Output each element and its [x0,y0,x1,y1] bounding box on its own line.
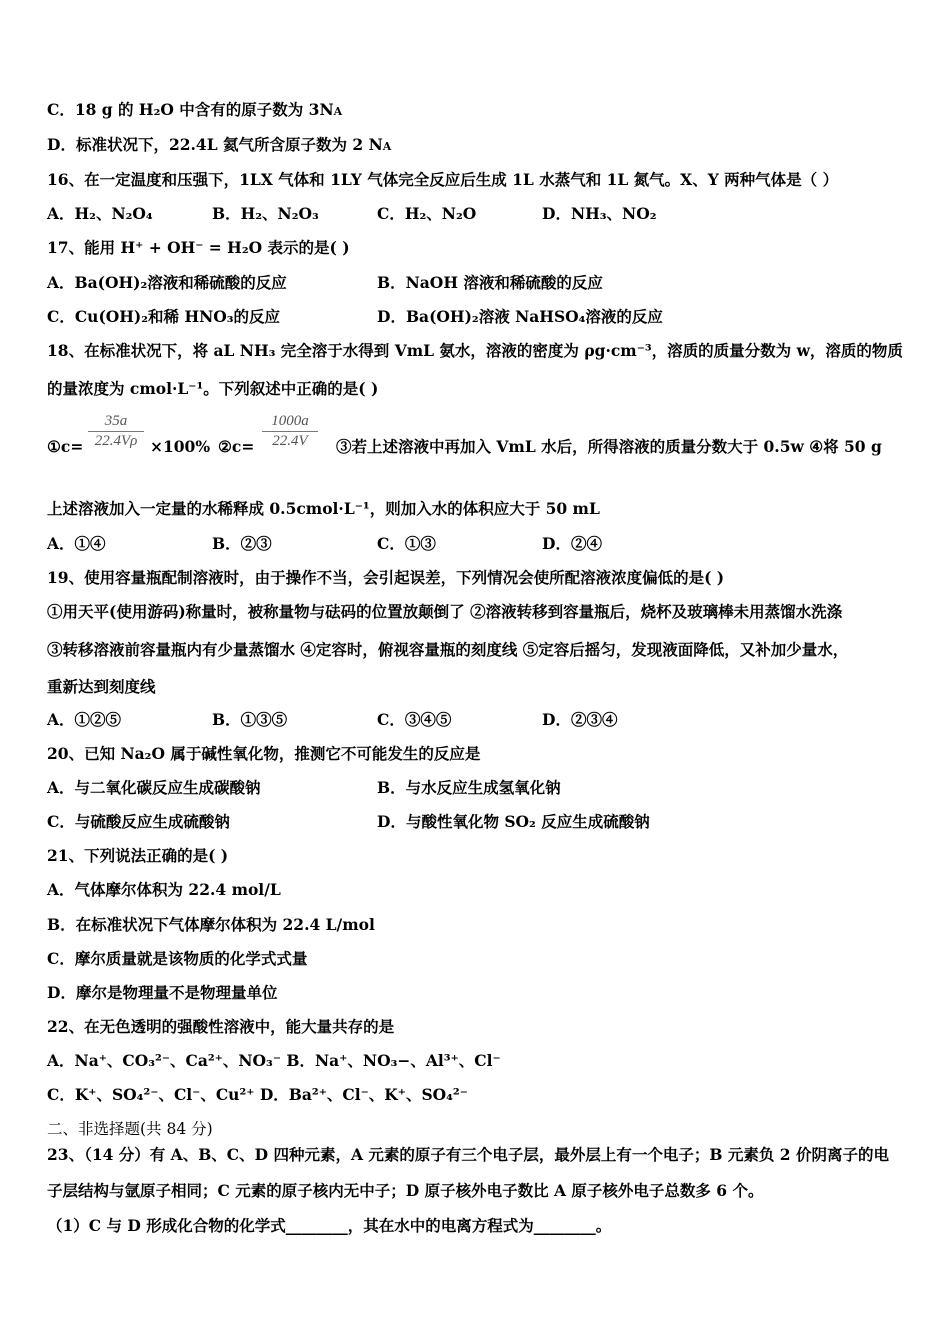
q20-option-b: B．与水反应生成氢氧化钠 [377,778,561,797]
q17-option-c: C．Cu(OH)₂和稀 HNO₃的反应 [47,307,281,326]
q23-line1: 23、（14 分）有 A、B、C、D 四种元素，A 元素的原子有三个电子层，最外层上有一个电子；B 元素负 2 价阴离子的电 [47,1145,889,1164]
q18-item2-prefix: ②c= [218,437,255,456]
q17-option-a: A．Ba(OH)₂溶液和稀硫酸的反应 [47,273,287,292]
q16-option-a: A．H₂、N₂O₄ [47,204,153,223]
q21-option-d: D．摩尔是物理量不是物理量单位 [47,983,278,1002]
q23-line3: （1）C 与 D 形成化合物的化学式________，其在水中的电离方程式为________。 [47,1216,612,1235]
q18-item3: ③若上述溶液中再加入 VmL 水后，所得溶液的质量分数大于 0.5w ④将 50 g [336,437,882,456]
q18-fraction-1-numerator: 35a [88,413,144,432]
q20-option-c: C．与硫酸反应生成硫酸钠 [47,812,230,831]
q16-option-c: C．H₂、N₂O [377,204,477,223]
q19-option-b: B．①③⑤ [212,710,288,729]
q19-option-c: C．③④⑤ [377,710,452,729]
q18-fraction-2 [262,413,318,450]
q18-option-d: D．②④ [542,534,602,553]
q18-item1-prefix: ①c= [47,437,84,456]
q18-stem-line1: 18、在标准状况下，将 aL NH₃ 完全溶于水得到 VmL 氨水，溶液的密度为 ρg·cm⁻³，溶质的质量分数为 w，溶质的物质 [47,341,903,360]
q16-option-d: D．NH₃、NO₂ [542,204,657,223]
q18-stem-line3: 上述溶液加入一定量的水稀释成 0.5cmol·L⁻¹，则加入水的体积应大于 50 mL [47,499,600,518]
q20-option-d: D．与酸性氧化物 SO₂ 反应生成硫酸钠 [377,812,650,831]
q23-line2: 子层结构与氩原子相同；C 元素的原子核内无中子；D 原子核外电子数比 A 原子核外电子总数多 6 个。 [47,1181,764,1200]
q19-option-d: D．②③④ [542,710,618,729]
q17-stem: 17、能用 H⁺ + OH⁻ = H₂O 表示的是( ) [47,238,350,257]
q21-option-b: B．在标准状况下气体摩尔体积为 22.4 L/mol [47,915,375,934]
q18-fraction-1 [88,413,144,450]
q19-line3: 重新达到刻度线 [47,677,156,696]
q18-stem-line2: 的量浓度为 cmol·L⁻¹。下列叙述中正确的是( ) [47,379,379,398]
q22-options-ab: A．Na⁺、CO₃²⁻、Ca²⁺、NO₃⁻ B．Na⁺、NO₃−、Al³⁺、Cl⁻ [47,1051,501,1070]
q21-stem: 21、下列说法正确的是( ) [47,846,229,865]
q16-stem: 16、在一定温度和压强下，1LX 气体和 1LY 气体完全反应后生成 1L 水蒸气和 1L 氮气。X、Y 两种气体是（ ） [47,170,839,189]
q18-option-b: B．②③ [212,534,272,553]
q18-fraction-2-denominator: 22.4V [272,433,308,449]
q22-options-cd: C．K⁺、SO₄²⁻、Cl⁻、Cu²⁺ D．Ba²⁺、Cl⁻、K⁺、SO₄²⁻ [47,1085,468,1104]
q15-option-c: C．18 g 的 H₂O 中含有的原子数为 3NA [47,100,343,119]
q18-fraction-2-numerator: 1000a [262,413,318,432]
q16-option-b: B．H₂、N₂O₃ [212,204,319,223]
q22-stem: 22、在无色透明的强酸性溶液中，能大量共存的是 [47,1017,395,1036]
q19-option-a: A．①②⑤ [47,710,122,729]
section-heading: 二、非选择题(共 84 分) [47,1120,213,1138]
q15-option-d: D．标准状况下，22.4L 氦气所含原子数为 2 NA [47,135,392,154]
q18-fraction-1-denominator: 22.4Vρ [94,433,138,449]
q18-item1-suffix: ×100% [150,437,211,456]
q17-option-d: D．Ba(OH)₂溶液 NaHSO₄溶液的反应 [377,307,663,326]
q21-option-a: A．气体摩尔体积为 22.4 mol/L [47,880,281,899]
q17-option-b: B．NaOH 溶液和稀硫酸的反应 [377,273,603,292]
q19-line2: ③转移溶液前容量瓶内有少量蒸馏水 ④定容时，俯视容量瓶的刻度线 ⑤定容后摇匀，发现液面降低，又补加少量水， [47,640,849,659]
q18-option-c: C．①③ [377,534,436,553]
q18-option-a: A．①④ [47,534,106,553]
q20-option-a: A．与二氧化碳反应生成碳酸钠 [47,778,261,797]
q19-line1: ①用天平(使用游码)称量时，被称量物与砝码的位置放颠倒了 ②溶液转移到容量瓶后，烧杯及玻璃棒未用蒸馏水洗涤 [47,602,843,621]
q19-stem: 19、使用容量瓶配制溶液时，由于操作不当，会引起误差，下列情况会使所配溶液浓度偏低的是( ) [47,568,725,587]
q21-option-c: C．摩尔质量就是该物质的化学式式量 [47,949,308,968]
q20-stem: 20、已知 Na₂O 属于碱性氧化物，推测它不可能发生的反应是 [47,744,481,763]
